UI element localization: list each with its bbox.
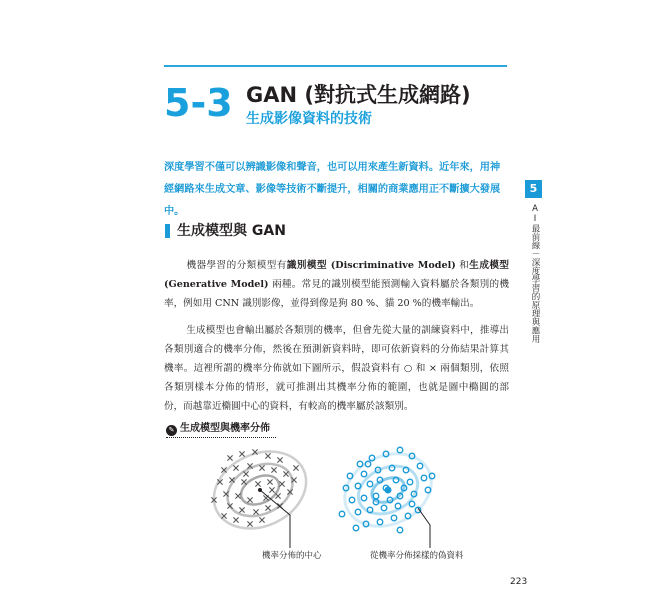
section-number: 5-3 (164, 81, 233, 125)
cross-marker (259, 465, 264, 470)
intro-text: 深度學習不僅可以辨識影像和聲音，也可以用來產生新資料。近年來，用神經網路來生成文章、影像等技術不斷提升，相關的商業應用正不斷擴大發展中。 (164, 162, 501, 217)
circle-marker (421, 475, 427, 481)
cross-marker (233, 517, 238, 522)
chapter-tab: 5 (525, 180, 542, 198)
cross-marker (247, 497, 252, 502)
circle-marker (407, 479, 413, 485)
caption-left: 機率分佈的中心 (262, 551, 322, 561)
circle-marker (367, 481, 373, 487)
circle-marker (377, 519, 383, 525)
cross-marker (239, 451, 244, 456)
probability-distribution-figure (200, 440, 490, 565)
figure-label-text: 生成模型與機率分佈 (180, 423, 270, 434)
circle-marker (381, 505, 387, 511)
cross-marker (239, 507, 244, 512)
cross-marker (269, 487, 274, 492)
section-subtitle: 生成影像資料的技術 (246, 111, 372, 127)
cross-marker (277, 457, 282, 462)
circle-marker (355, 509, 361, 515)
left-distribution (201, 440, 318, 548)
cross-marker (259, 517, 264, 522)
section-top-rule (164, 65, 507, 67)
cross-marker (279, 481, 284, 486)
chapter-side-title: AI最前線－深度學習的原理與應用 (530, 204, 540, 343)
heading-bar (165, 224, 170, 238)
circle-marker (353, 525, 359, 531)
paragraph-1 (164, 256, 509, 313)
right-leader-line (418, 508, 430, 548)
cross-marker (243, 471, 248, 476)
cross-marker (265, 453, 270, 458)
cross-marker (247, 521, 252, 526)
subsection-heading: 生成模型與 GAN (177, 223, 286, 239)
caption-right: 從機率分佈採樣的偽資料 (370, 551, 464, 561)
circle-marker (417, 463, 423, 469)
pencil-icon: ✎ (166, 425, 177, 436)
cross-marker (253, 509, 258, 514)
circle-marker (339, 511, 345, 517)
cross-marker (265, 505, 270, 510)
circle-marker (349, 497, 355, 503)
section-title: GAN (對抗式生成網路) (246, 83, 471, 107)
figure-label (166, 422, 270, 436)
paragraph-2 (164, 321, 509, 416)
circle-marker (391, 515, 397, 521)
cross-marker (271, 467, 276, 472)
paragraph-1-post: 兩種。常見的識別模型能預測輸入資料屬於各類別的機率，例如用 CNN 識別影像，並得到像是狗 80 %、貓 20 %的機率輸出。 (164, 279, 509, 309)
circle-marker (409, 501, 415, 507)
circle-marker (397, 527, 403, 533)
right-center-dot (385, 487, 392, 494)
cross-marker (293, 465, 298, 470)
paragraph-1-pre: 機器學習的分類模型有 (186, 260, 287, 271)
cross-marker (283, 471, 288, 476)
term-discriminative: 識別模型 (Discriminative Model) (286, 260, 456, 271)
right-distribution (333, 440, 443, 548)
cross-marker (267, 479, 272, 484)
cross-marker (241, 479, 246, 484)
term-generative: 生成模型 (Generative Model) (164, 260, 509, 290)
paragraph-2-text: 生成模型也會輸出屬於各類別的機率，但會先從大量的訓練資料中，推導出各類別適合的機率分佈，然後在預測新資料時，即可依新資料的分佈結果計算其機率。這裡所謂的機率分佈就如下圖所示，假設資料有 ○ 和 × 兩個類別，依照各類別樣本分佈的情形，就可推測出其機率分佈的範圍，也就是圖中橢圓的部份，而越靠近橢圓中心的資料，有較高的機率屬於該類別。 (164, 325, 509, 412)
paragraph-1-mid: 和 (455, 260, 470, 271)
cross-marker (233, 465, 238, 470)
circle-marker (397, 447, 403, 453)
cross-marker (221, 513, 226, 518)
cross-marker (255, 481, 260, 486)
cross-marker (227, 455, 232, 460)
circle-marker (361, 471, 367, 477)
cross-marker (235, 493, 240, 498)
circle-marker (361, 495, 367, 501)
circle-marker (373, 493, 379, 499)
cross-marker (275, 493, 280, 498)
figure-label-underline (166, 437, 276, 438)
page-number: 223 (510, 577, 528, 587)
